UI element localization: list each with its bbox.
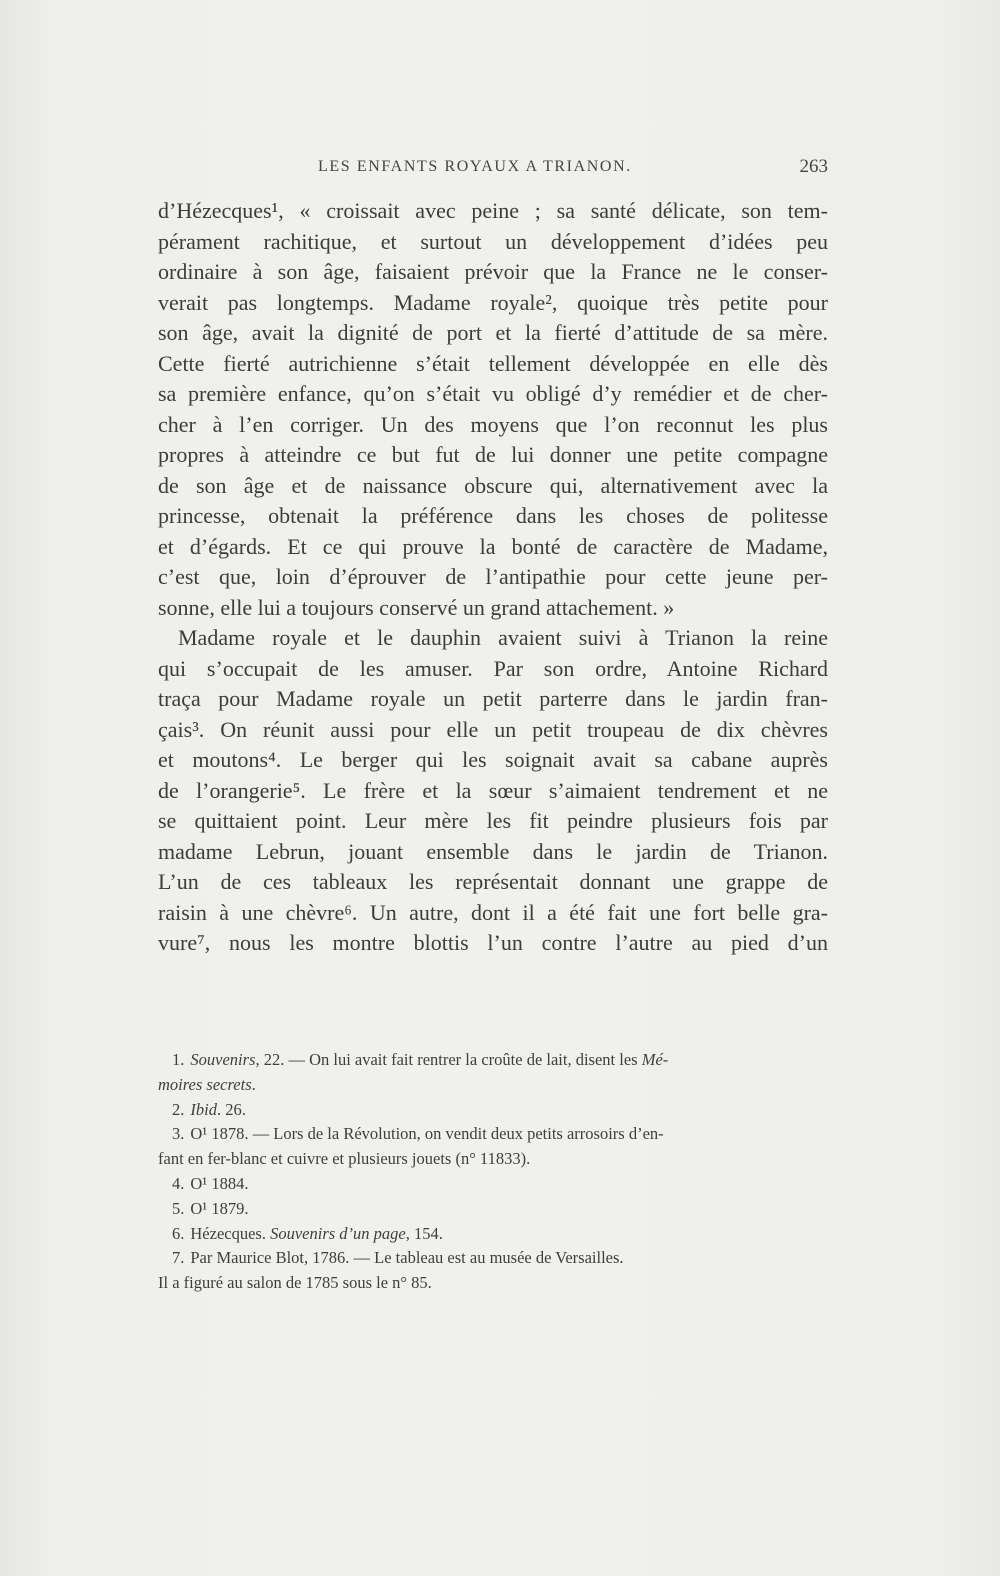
footnote-number: 4. (172, 1173, 185, 1193)
body-line: de son âge et de naissance obscure qui, alternativement avec la (158, 472, 828, 498)
footnote-1-continued (158, 1073, 828, 1098)
body-line: et d’égards. Et ce qui prouve la bonté de caractère de Madame, (158, 533, 828, 559)
body-line: verait pas longtemps. Madame royale², quoique très petite pour (158, 289, 828, 315)
body-line: son âge, avait la dignité de port et la fierté d’attitude de sa mère. (158, 320, 828, 345)
footnote-text: . 26. (216, 1099, 246, 1119)
page-header (158, 158, 828, 186)
footnote-3-continued: fant en fer-blanc et cuivre et plusieurs jouets (n° 11833). (158, 1149, 531, 1169)
footnote-italic: Mé- (641, 1050, 669, 1069)
body-line: de l’orangerie⁵. Le frère et la sœur s’aimaient tendrement et ne (158, 777, 828, 803)
body-line: d’Hézecques¹, « croissait avec peine ; sa santé délicate, son tem- (158, 198, 828, 223)
footnote-text: O¹ 1878. — Lors de la Révolution, on vendit deux petits arrosoirs d’en- (190, 1124, 664, 1144)
body-line: et moutons⁴. Le berger qui les soignait avait sa cabane auprès (158, 747, 828, 772)
body-line: vure⁷, nous les montre blottis l’un contre l’autre au pied d’un (158, 930, 828, 955)
footnote-number: 7. (172, 1248, 185, 1268)
body-line: cher à l’en corriger. Un des moyens que l’on reconnut les plus (158, 411, 828, 437)
footnote-number: 5. (172, 1198, 185, 1218)
page-number: 263 (799, 156, 828, 177)
footnote-number: 6. (172, 1223, 185, 1243)
footnote-6 (158, 1222, 828, 1247)
body-line: L’un de ces tableaux les représentait donnant une grappe de (158, 869, 828, 894)
footnote-italic: Souvenirs d’un page (270, 1223, 406, 1243)
footnote-number: 1. (172, 1050, 185, 1069)
body-line: se quittaient point. Leur mère les fit peindre plusieurs fois par (158, 808, 828, 833)
footnote-4 (158, 1172, 828, 1197)
body-line: sa première enfance, qu’on s’était vu obligé d’y remédier et de cher- (158, 381, 828, 406)
body-line: sonne, elle lui a toujours conservé un grand attachement. » (158, 594, 675, 620)
body-line: ordinaire à son âge, faisaient prévoir que la France ne le conser- (158, 259, 828, 284)
footnote-text: , 22. — On lui avait fait rentrer la croûte de lait, disent les (255, 1050, 642, 1069)
footnote-text: Hézecques. (190, 1223, 271, 1243)
body-line: traça pour Madame royale un petit parterre dans le jardin fran- (158, 686, 828, 711)
body-line: princesse, obtenait la préférence dans les choses de politesse (158, 503, 828, 528)
footnote-2 (158, 1098, 828, 1123)
footnote-3 (158, 1122, 828, 1147)
footnote-text: . (251, 1074, 256, 1094)
body-line: çais³. On réunit aussi pour elle un petit troupeau de dix chèvres (158, 716, 828, 742)
footnote-5 (158, 1197, 828, 1222)
footnote-number: 3. (172, 1124, 185, 1144)
footnote-text: , 154. (405, 1223, 443, 1243)
footnote-text: O¹ 1884. (190, 1173, 249, 1193)
body-line: madame Lebrun, jouant ensemble dans le jardin de Trianon. (158, 838, 828, 864)
body-line: pérament rachitique, et surtout un développement d’idées peu (158, 228, 828, 254)
body-line: Madame royale et le dauphin avaient suivi à Trianon la reine (178, 625, 828, 650)
footnote-text: Par Maurice Blot, 1786. — Le tableau est au musée de Versailles. (190, 1248, 624, 1268)
footnote-italic: Souvenirs (190, 1050, 256, 1069)
body-line: propres à atteindre ce but fut de lui donner une petite compagne (158, 442, 828, 467)
footnote-7 (158, 1246, 828, 1271)
footnote-number: 2. (172, 1099, 185, 1119)
footnote-1 (158, 1048, 828, 1073)
body-line: raisin à une chèvre⁶. Un autre, dont il a été fait une fort belle gra- (158, 899, 828, 925)
running-title: LES ENFANTS ROYAUX A TRIANON. (318, 158, 632, 175)
footnotes (158, 1048, 828, 1296)
footnote-7-continued: Il a figuré au salon de 1785 sous le n° 85. (158, 1273, 432, 1293)
footnote-italic: Ibid (190, 1099, 217, 1119)
body-line: qui s’occupait de les amuser. Par son ordre, Antoine Richard (158, 655, 828, 681)
body-line: c’est que, loin d’éprouver de l’antipathie pour cette jeune per- (158, 564, 828, 589)
footnote-italic: moires secrets (158, 1074, 252, 1094)
body-text (158, 196, 828, 959)
body-line: Cette fierté autrichienne s’était tellement développée en elle dès (158, 350, 828, 376)
footnote-text: O¹ 1879. (190, 1198, 249, 1218)
